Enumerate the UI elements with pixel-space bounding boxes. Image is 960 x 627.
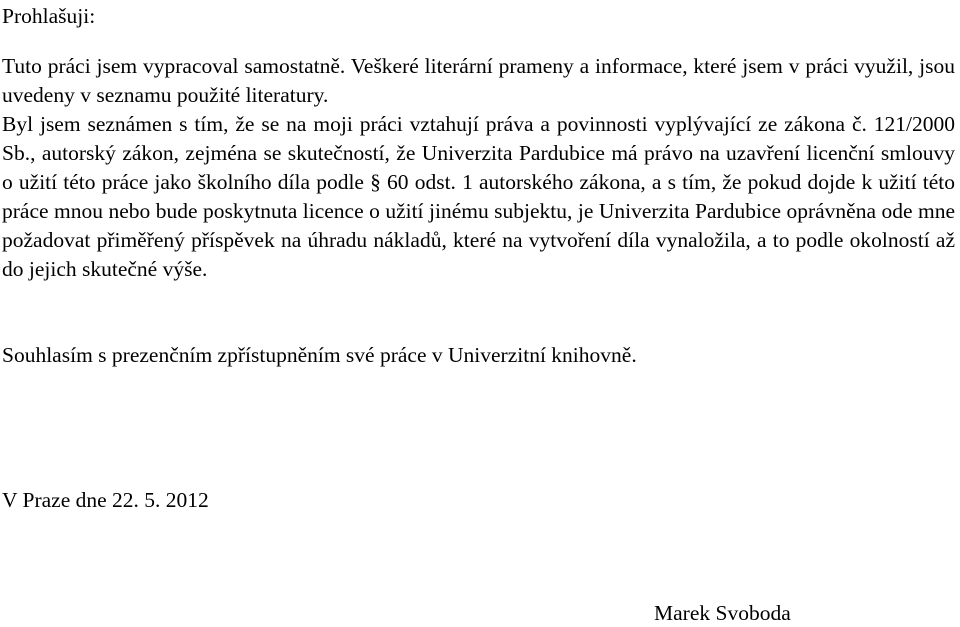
declaration-heading: Prohlašuji: (2, 4, 96, 28)
paragraph-library-consent: Souhlasím s prezenčním zpřístupněním své práce v Univerzitní knihovně. (2, 343, 637, 367)
author-signature: Marek Svoboda (654, 601, 791, 625)
place-and-date: V Praze dne 22. 5. 2012 (2, 488, 209, 512)
paragraph-independent-work: Tuto práci jsem vypracoval samostatně. Veškeré literární prameny a informace, které jsem v práci využil, jsou uvedeny v seznamu použité literatury. (2, 54, 955, 107)
paragraph-copyright-law: Byl jsem seznámen s tím, že se na moji práci vztahují práva a povinnosti vyplývající ze zákona č. 121/2000 Sb., autorský zákon, zejména se skutečností, že Univerzita Pardubice má právo na uzavření licenční smlouvy o užití této práce jako školního díla podle § 60 odst. 1 autorského zákona, a s tím, že pokud dojde k užití této práce mnou nebo bude poskytnuta licence o užití jinému subjektu, je Univerzita Pardubice oprávněna ode mne požadovat přiměřený příspěvek na úhradu nákladů, které na vytvoření díla vynaložila, a to podle okolností až do jejich skutečné výše. (2, 112, 955, 281)
